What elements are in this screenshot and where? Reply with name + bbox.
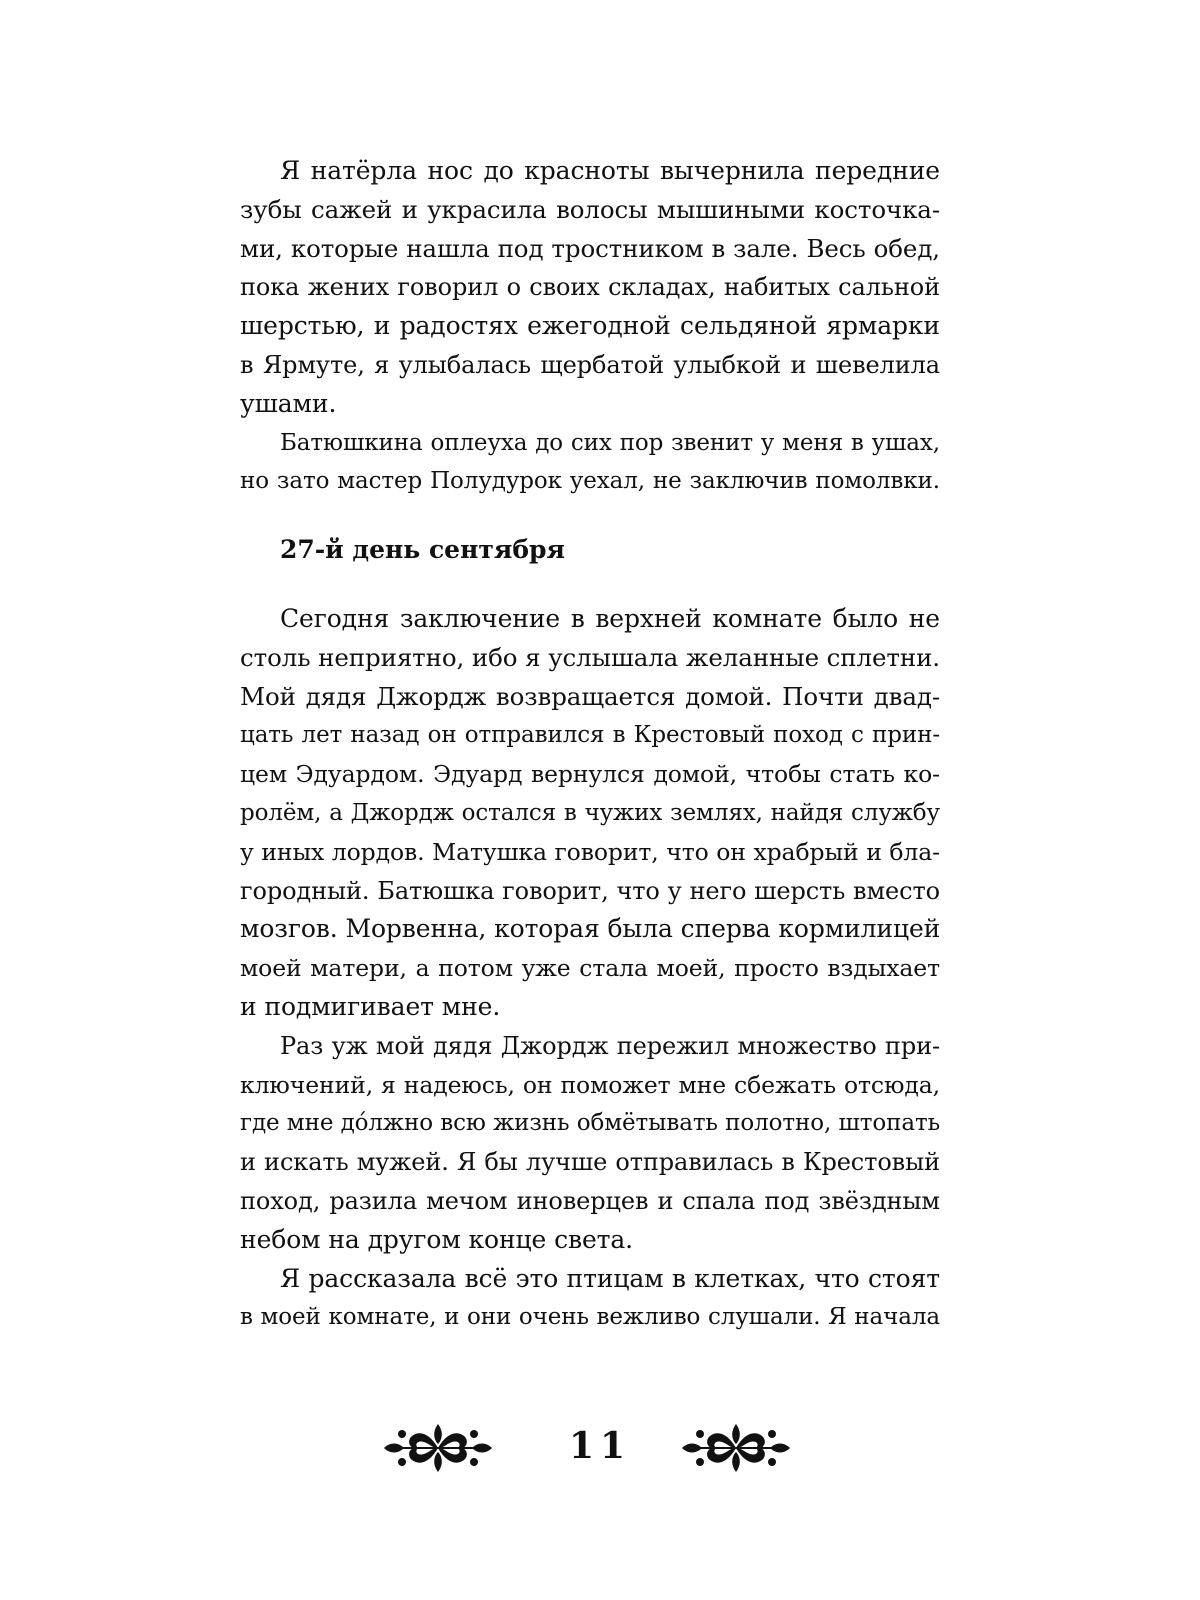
text-line: цем Эдуардом. Эдуард вернулся домой, чтобы стать ко- [240, 760, 940, 789]
section-spacer [240, 501, 940, 531]
text-line: и подмигивает мне. [240, 991, 501, 1021]
text-line: ключений, я надеюсь, он поможет мне сбежать отсюда, [240, 1070, 940, 1099]
text-line: ролём, а Джордж остался в чужих землях, найдя службу [240, 799, 940, 826]
text-line: где мне до́лжно всю жизнь обмётывать полотно, штопать [240, 1110, 940, 1137]
text-line: пока жених говорил о своих складах, набитых сальной [240, 273, 940, 302]
paragraph-3 [240, 600, 940, 1027]
text-line: у иных лордов. Матушка говорит, что он храбрый и бла- [240, 837, 940, 866]
text-line: Сегодня заключение в верхней комнате было не [280, 603, 940, 633]
text-line: моей матери, а потом уже стала моей, просто вздыхает [240, 954, 940, 983]
section-spacer [240, 570, 940, 600]
text-line: столь неприятно, ибо я услышала желанные сплетни. [240, 642, 940, 672]
page-number: 11 [568, 1425, 632, 1467]
text-line: Раз уж мой дядя Джордж пережил множество при- [280, 1031, 940, 1060]
text-line: ми, которые нашла под тростником в зале. Весь обед, [240, 233, 940, 263]
text-line: Я рассказала всё это птицам в клетках, что стоят [280, 1263, 940, 1293]
text-line: Батюшкина оплеуха до сих пор звенит у меня в ушах, [280, 429, 940, 456]
book-page [240, 152, 940, 1337]
paragraph-1 [240, 152, 940, 424]
text-line: мозгов. Морвенна, которая была сперва кормилицей [240, 914, 941, 944]
text-line: Я натёрла нос до красноты вычернила передние [280, 156, 940, 185]
text-line: цать лет назад он отправился в Крестовый поход с прин- [240, 722, 940, 749]
text-line: поход, разила мечом иноверцев и спала под звёздным [240, 1186, 940, 1215]
text-line: небом на другом конце света. [240, 1224, 634, 1254]
paragraph-2 [240, 424, 940, 502]
text-line: в Ярмуте, я улыбалась щербатой улыбкой и шевелила [240, 350, 940, 379]
fleuron-ornament-icon [678, 1420, 794, 1476]
page-footer [0, 1420, 1200, 1480]
text-line: городный. Батюшка говорит, что у него шерсть вместо [240, 876, 940, 905]
text-line: шерстью, и радостях ежегодной сельдяной ярмарки [240, 311, 940, 341]
text-line: ушами. [240, 388, 337, 418]
diary-entry-heading: 27-й день сентября [280, 535, 565, 565]
text-line: Мой дядя Джордж возвращается домой. Почти двад- [240, 681, 940, 711]
paragraph-4 [240, 1027, 940, 1260]
text-line: зубы сажей и украсила волосы мышиными косточка- [240, 194, 940, 224]
text-line: и искать мужей. Я бы лучше отправилась в Крестовый [240, 1148, 940, 1177]
paragraph-5 [240, 1260, 940, 1338]
fleuron-ornament-icon [380, 1420, 496, 1476]
text-line: в моей комнате, и они очень вежливо слушали. Я начала [240, 1304, 940, 1331]
text-line: но зато мастер Полудурок уехал, не заключив помолвки. [240, 468, 940, 495]
